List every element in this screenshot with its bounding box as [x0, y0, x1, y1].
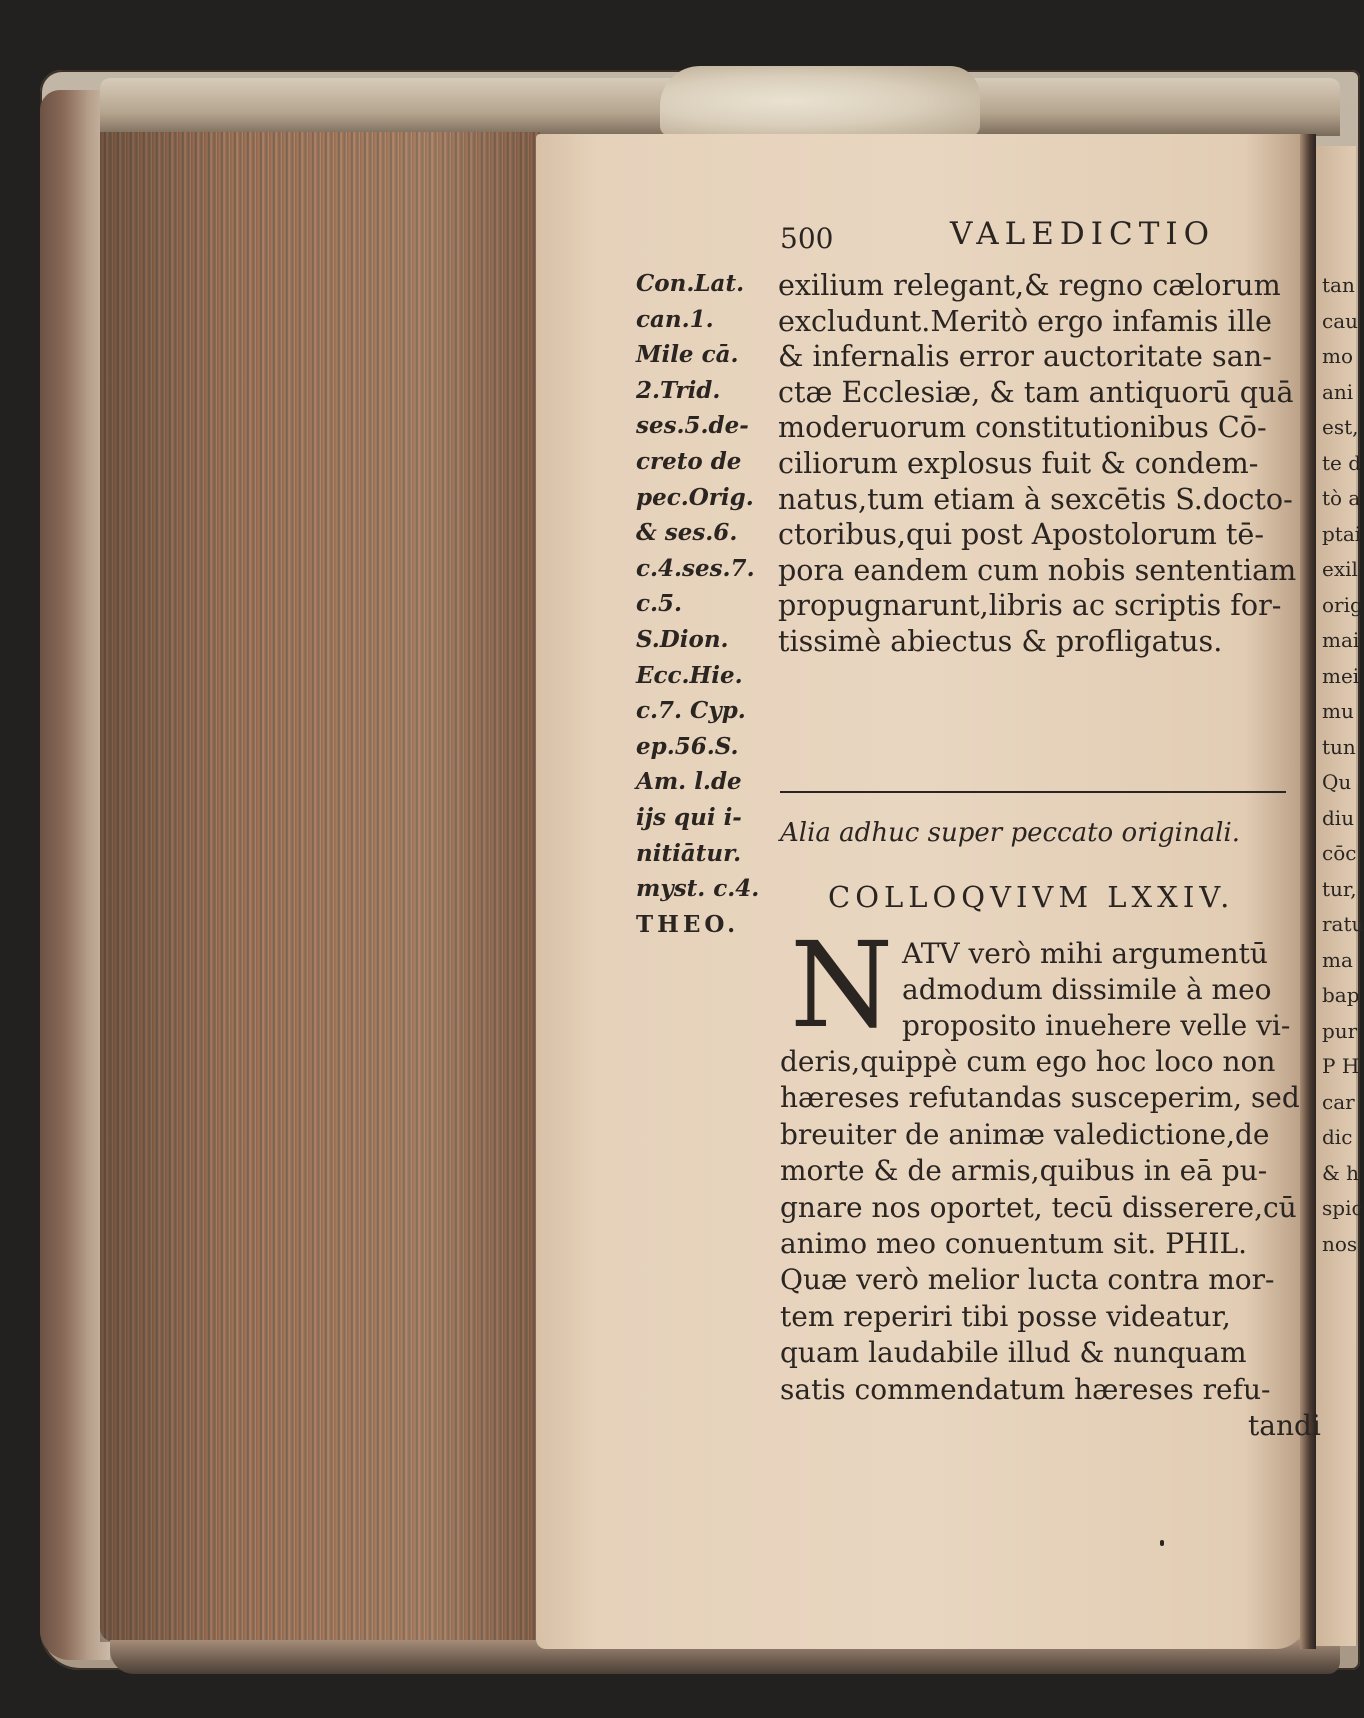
right-page-fragment: P H — [1322, 1054, 1360, 1078]
right-page-fragment: tun — [1322, 734, 1356, 759]
body-line: hæreses refutandas susceperim, sed — [780, 1081, 1300, 1115]
right-page-fragment: cau — [1322, 308, 1359, 333]
body-line: tissimè abiectus & profligatus. — [778, 623, 1223, 658]
margin-note-line: & ses.6. — [636, 519, 738, 547]
continuation-paragraph — [780, 1044, 1321, 1444]
margin-note-line: creto de — [636, 447, 742, 475]
body-line: tandi — [1248, 1409, 1321, 1443]
body-paragraph — [778, 268, 1298, 660]
right-page-fragment: tan — [1322, 273, 1355, 297]
right-page-fragment: nos — [1322, 1231, 1358, 1256]
body-line: proposito inuehere velle vi- — [902, 1009, 1291, 1042]
margin-note-line: c.7. Cyp. — [636, 697, 746, 725]
body-line: admodum dissimile à meo — [902, 973, 1272, 1006]
right-page-fragment: bap — [1322, 983, 1360, 1007]
body-line: Quæ verò melior lucta contra mor- — [780, 1263, 1275, 1297]
margin-note-line: Con.Lat. — [636, 270, 745, 297]
right-page-text — [1322, 268, 1364, 1262]
body-line: gnare nos oportet, tecū disserere,cū — [780, 1190, 1297, 1224]
margin-note-line: Ecc.Hie. — [636, 661, 743, 689]
margin-note-line: myst. c.4. — [636, 875, 760, 903]
margin-note-line: ses.5.de- — [636, 412, 749, 440]
right-page-fragment: est, — [1322, 415, 1359, 439]
margin-note-line: c.5. — [636, 590, 683, 618]
body-line: tem reperiri tibi posse videatur, — [780, 1299, 1231, 1333]
section-heading: COLLOQVIVM LXXIV. — [828, 880, 1235, 914]
right-page-fragment: dic — [1322, 1125, 1353, 1149]
right-page-fragment: pur — [1322, 1018, 1358, 1043]
margin-note-line: THEO. — [636, 910, 740, 938]
right-page-fragment: ptai — [1322, 521, 1362, 546]
margin-notes — [636, 266, 776, 942]
ink-speck — [1160, 1540, 1164, 1546]
margin-note-line: nitiātur. — [636, 839, 742, 867]
right-page-fragment: tò a — [1322, 486, 1361, 510]
body-line: ciliorum explosus fuit & condem- — [778, 445, 1259, 480]
right-page-fragment: cōc — [1322, 841, 1357, 865]
body-line: quam laudabile illud & nunquam — [780, 1336, 1247, 1370]
right-page-fragment: & h — [1322, 1160, 1360, 1185]
body-line: breuiter de animæ valedictione,de — [780, 1117, 1270, 1151]
right-page-fragment: orig — [1322, 592, 1363, 617]
body-line: natus,tum etiam à sexcētis S.docto- — [778, 481, 1293, 516]
right-page-fragment: exil — [1322, 557, 1358, 581]
right-page-fragment: ani — [1322, 379, 1354, 404]
right-page-fragment: te d — [1322, 450, 1362, 475]
margin-note-line: ijs qui i- — [636, 803, 742, 831]
margin-note-line: ep.56.S. — [636, 732, 739, 760]
body-line: animo meo conuentum sit. PHIL. — [780, 1227, 1248, 1261]
body-line: moderuorum constitutionibus Cō- — [778, 410, 1267, 445]
body-line: satis commendatum hæreses refu- — [780, 1372, 1271, 1406]
margin-note-line: Mile cā. — [636, 341, 739, 369]
body-line: & infernalis error auctoritate san- — [778, 339, 1272, 374]
right-page-fragment: tur, — [1322, 876, 1357, 901]
body-line: pora eandem cum nobis sententiam — [778, 552, 1297, 587]
body-line: deris,quippè cum ego hoc loco non — [780, 1045, 1276, 1078]
section-subtitle: Alia adhuc super peccato originali. — [780, 818, 1240, 848]
right-page-fragment: mei — [1322, 663, 1360, 688]
body-line: ctæ Ecclesiæ, & tam antiquorū quā — [778, 374, 1294, 409]
page-block-shading — [100, 132, 540, 1642]
right-page-fragment: mo — [1322, 344, 1354, 368]
right-page-fragment: mai — [1322, 628, 1360, 652]
right-page-fragment: spic — [1322, 1196, 1363, 1220]
margin-note-line: can.1. — [636, 305, 714, 333]
right-page-fragment: Qu — [1322, 770, 1352, 794]
drop-cap: N — [790, 916, 894, 1054]
dropcap-paragraph — [902, 936, 1302, 1044]
right-page-fragment: mu — [1322, 699, 1354, 723]
page-number: 500 — [780, 222, 834, 255]
body-line: morte & de armis,quibus in eā pu- — [780, 1154, 1268, 1188]
right-page-fragment: ma — [1322, 947, 1353, 972]
margin-note-line: pec.Orig. — [636, 483, 754, 511]
running-title: VALEDICTIO — [950, 216, 1216, 252]
margin-note-line: Am. l.de — [636, 768, 742, 796]
damaged-cover-patch — [660, 66, 980, 136]
right-page-fragment: car — [1322, 1089, 1355, 1114]
margin-note-line: S.Dion. — [636, 625, 729, 653]
body-line: exilium relegant,& regno cælorum — [778, 268, 1281, 302]
body-line: excludunt.Meritò ergo infamis ille — [778, 303, 1272, 338]
margin-note-line: 2.Trid. — [636, 376, 721, 404]
right-page-fragment: ratu — [1322, 912, 1364, 936]
margin-note-line: c.4.ses.7. — [636, 554, 755, 582]
body-line: propugnarunt,libris ac scriptis for- — [778, 588, 1282, 623]
body-line: ATV verò mihi argumentū — [902, 937, 1268, 970]
section-divider — [780, 791, 1286, 793]
body-line: ctoribus,qui post Apostolorum tē- — [778, 517, 1265, 552]
right-page-fragment: diu — [1322, 805, 1355, 830]
